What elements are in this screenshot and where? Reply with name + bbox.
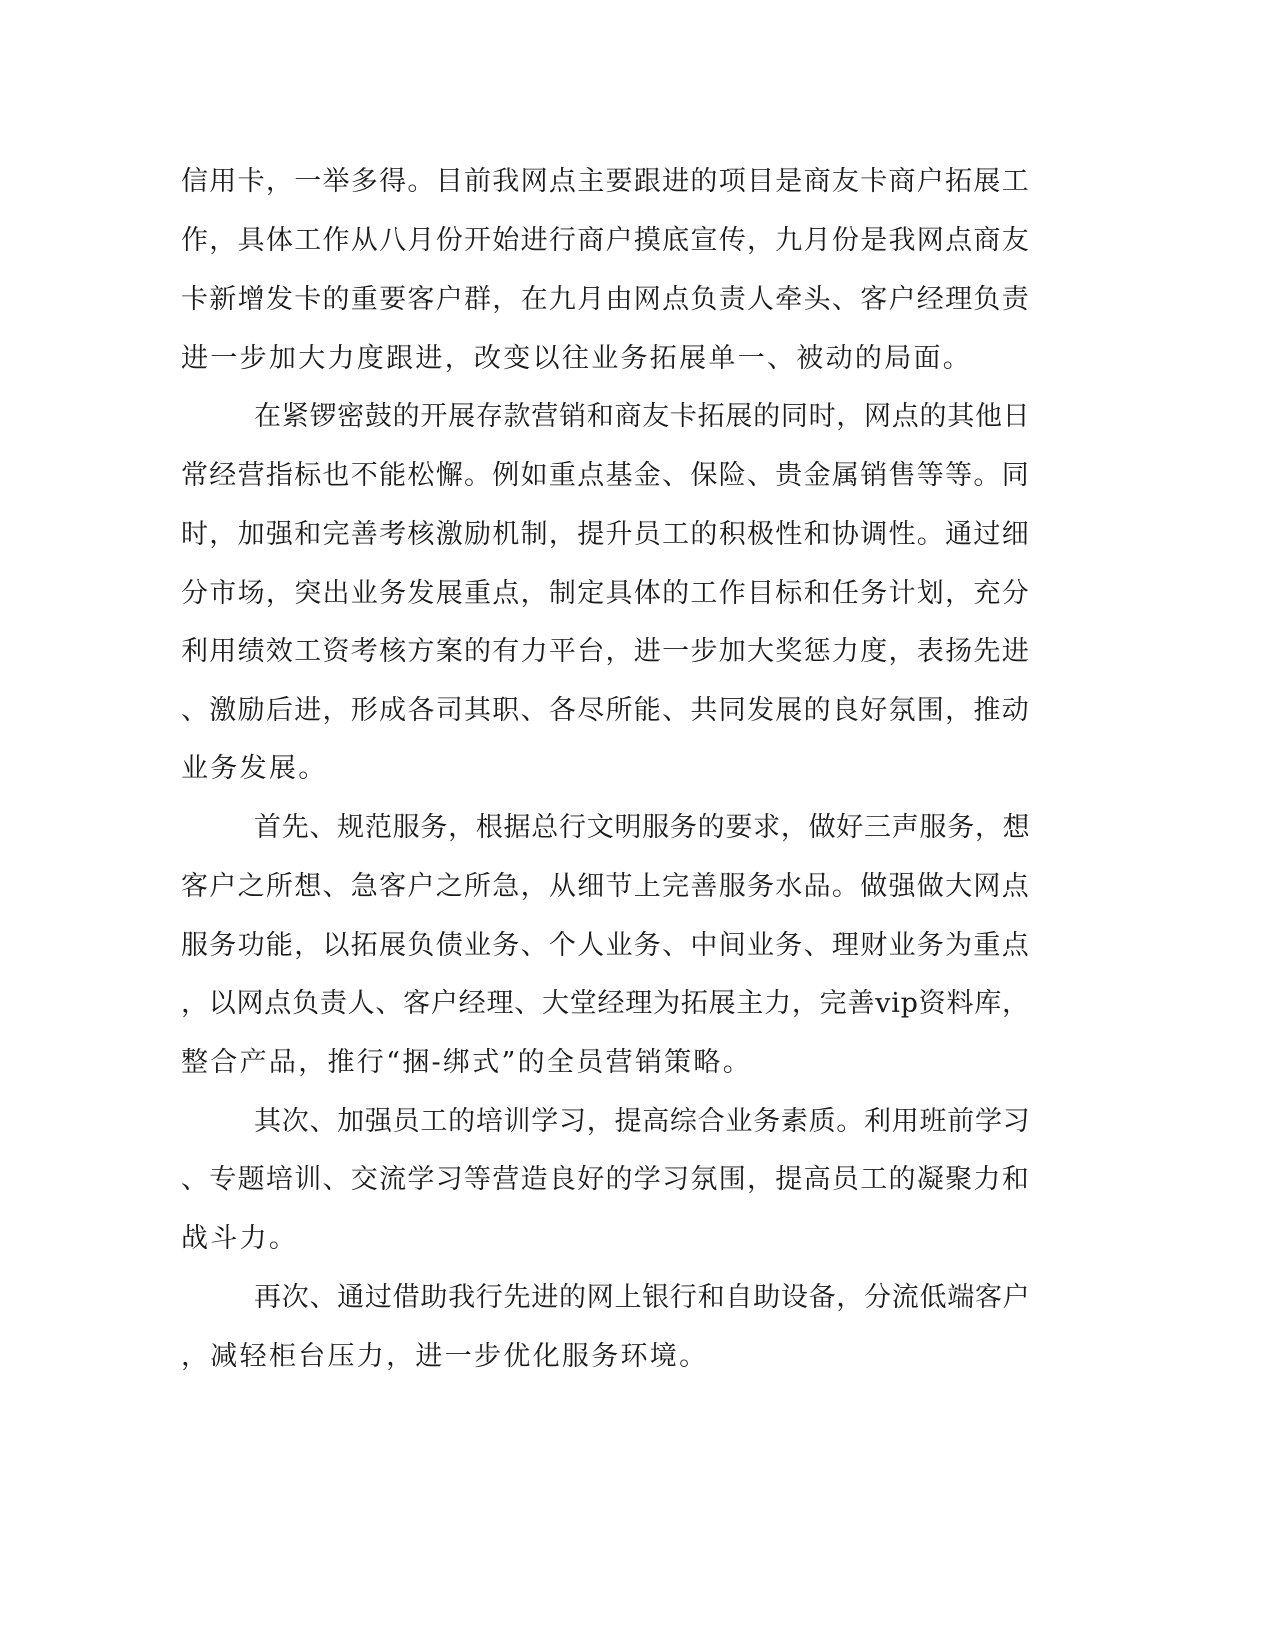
text-line: 分市场，突出业务发展重点，制定具体的工作目标和任务计划，充分 — [181, 578, 1030, 609]
text-line: 利用绩效工资考核方案的有力平台，进一步加大奖惩力度，表扬先进 — [181, 636, 1030, 667]
text-line: ，以网点负责人、客户经理、大堂经理为拓展主力，完善vip资料库， — [181, 988, 1030, 1019]
text-line: 、激励后进，形成各司其职、各尽所能、共同发展的良好氛围，推动 — [181, 695, 1030, 726]
text-line: ，减轻柜台压力，进一步优化服务环境。 — [181, 1341, 709, 1372]
text-line: 业务发展。 — [181, 753, 328, 784]
text-line: 战斗力。 — [181, 1223, 299, 1254]
text-line: 作，具体工作从八月份开始进行商户摸底宣传，九月份是我网点商友 — [181, 225, 1030, 256]
paragraph-first-line: 再次、通过借助我行先进的网上银行和自助设备，分流低端客户 — [254, 1282, 1031, 1313]
text-line: 服务功能，以拓展负债业务、个人业务、中间业务、理财业务为重点 — [181, 930, 1030, 961]
text-line: 客户之所想、急客户之所急，从细节上完善服务水品。做强做大网点 — [181, 871, 1030, 902]
paragraph-first-line: 首先、规范服务，根据总行文明服务的要求，做好三声服务，想 — [254, 812, 1031, 843]
text-line: 进一步加大力度跟进，改变以往业务拓展单一、被动的局面。 — [181, 343, 973, 374]
text-line: 卡新增发卡的重要客户群，在九月由网点负责人牵头、客户经理负责 — [181, 284, 1030, 315]
paragraph-first-line: 其次、加强员工的培训学习，提高综合业务素质。利用班前学习 — [254, 1106, 1031, 1137]
text-line: 信用卡，一举多得。目前我网点主要跟进的项目是商友卡商户拓展工 — [181, 166, 1030, 197]
text-line: 整合产品，推行“捆-绑式”的全员营销策略。 — [181, 1047, 753, 1078]
text-line: 、专题培训、交流学习等营造良好的学习氛围，提高员工的凝聚力和 — [181, 1164, 1030, 1195]
text-line: 时，加强和完善考核激励机制，提升员工的积极性和协调性。通过细 — [181, 519, 1030, 550]
paragraph-first-line: 在紧锣密鼓的开展存款营销和商友卡拓展的同时，网点的其他日 — [254, 401, 1031, 432]
text-line: 常经营指标也不能松懈。例如重点基金、保险、贵金属销售等等。同 — [181, 460, 1030, 491]
